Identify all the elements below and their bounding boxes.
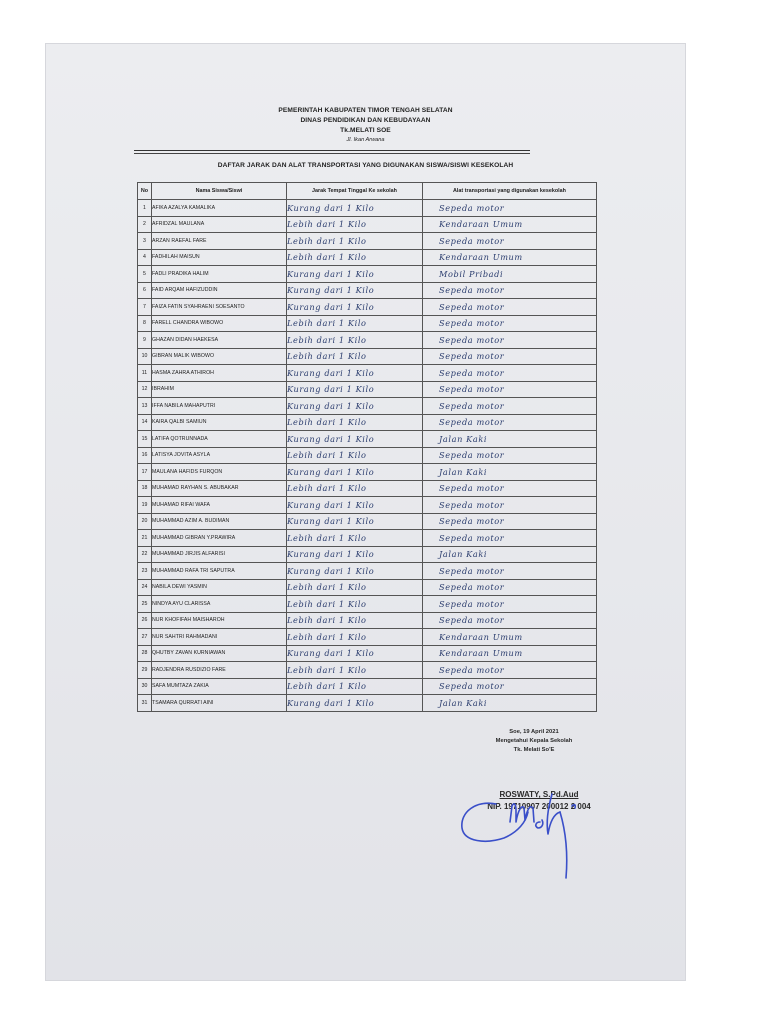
cell-student-name: MUHAMMAD GIBRAN Y.PRAWIRA <box>152 530 287 547</box>
cell-no: 2 <box>138 216 152 233</box>
cell-student-name: LATISYA JOVITA ASYLA <box>152 447 287 464</box>
cell-distance: Lebih dari 1 Kilo <box>287 596 423 613</box>
cell-no: 13 <box>138 398 152 415</box>
cell-distance: Lebih dari 1 Kilo <box>287 414 423 431</box>
cell-no: 12 <box>138 381 152 398</box>
cell-distance: Kurang dari 1 Kilo <box>287 200 423 217</box>
cell-distance: Kurang dari 1 Kilo <box>287 513 423 530</box>
cell-transport: Sepeda motor <box>423 348 597 365</box>
cell-student-name: TSAMARA QURRATI AINI <box>152 695 287 712</box>
cell-no: 19 <box>138 497 152 514</box>
cell-transport: Sepeda motor <box>423 398 597 415</box>
sign-nip: NIP. 19710907 200012 2 004 <box>487 802 591 811</box>
table-row <box>138 546 597 563</box>
cell-transport: Sepeda motor <box>423 414 597 431</box>
cell-student-name: MUHAMMAD RAFA TRI SAPUTRA <box>152 563 287 580</box>
cell-transport: Sepeda motor <box>423 282 597 299</box>
cell-transport: Sepeda motor <box>423 513 597 530</box>
cell-student-name: FAID ARQAM HAFIZUDDIN <box>152 282 287 299</box>
cell-distance: Lebih dari 1 Kilo <box>287 447 423 464</box>
header-distance: Jarak Tempat Tinggal Ke sekolah <box>287 183 423 200</box>
cell-no: 30 <box>138 678 152 695</box>
table-row <box>138 678 597 695</box>
cell-no: 4 <box>138 249 152 266</box>
table-row <box>138 200 597 217</box>
cell-distance: Lebih dari 1 Kilo <box>287 332 423 349</box>
table-row <box>138 579 597 596</box>
student-transport-table <box>137 182 597 712</box>
cell-transport: Sepeda motor <box>423 365 597 382</box>
cell-student-name: QHUTBY ZAVAN KURNIAWAN <box>152 645 287 662</box>
cell-transport: Sepeda motor <box>423 612 597 629</box>
cell-distance: Kurang dari 1 Kilo <box>287 546 423 563</box>
cell-distance: Lebih dari 1 Kilo <box>287 233 423 250</box>
cell-distance: Lebih dari 1 Kilo <box>287 348 423 365</box>
table-row <box>138 332 597 349</box>
cell-transport: Sepeda motor <box>423 530 597 547</box>
cell-student-name: AFIKA AZALYA KAMALIKA <box>152 200 287 217</box>
header-no: No <box>138 183 152 200</box>
cell-transport: Jalan Kaki <box>423 695 597 712</box>
cell-transport: Kendaraan Umum <box>423 216 597 233</box>
cell-distance: Lebih dari 1 Kilo <box>287 530 423 547</box>
table-row <box>138 447 597 464</box>
table-row <box>138 662 597 679</box>
cell-student-name: NINDYA AYU CLARISSA <box>152 596 287 613</box>
cell-student-name: SAFA MUMTAZA ZAKIA <box>152 678 287 695</box>
cell-student-name: MUHAMAD RIFAI WAFA <box>152 497 287 514</box>
letterhead-address: Jl. Ikan Arwana <box>346 137 385 143</box>
cell-no: 23 <box>138 563 152 580</box>
cell-student-name: GHAZAN DIDAN HAEKESA <box>152 332 287 349</box>
cell-no: 28 <box>138 645 152 662</box>
table-row <box>138 365 597 382</box>
letterhead <box>46 106 685 144</box>
cell-transport: Kendaraan Umum <box>423 249 597 266</box>
cell-transport: Kendaraan Umum <box>423 645 597 662</box>
table-row <box>138 299 597 316</box>
letterhead-government: PEMERINTAH KABUPATEN TIMOR TENGAH SELATAN <box>278 107 453 114</box>
header-transport: Alat transportasi yang digunakan kesekolah <box>423 183 597 200</box>
table-row <box>138 398 597 415</box>
document-title: DAFTAR JARAK DAN ALAT TRANSPORTASI YANG DIGUNAKAN SISWA/SISWI KESEKOLAH <box>217 162 514 169</box>
cell-transport: Sepeda motor <box>423 480 597 497</box>
table-row <box>138 381 597 398</box>
cell-transport: Sepeda motor <box>423 315 597 332</box>
sign-role: Mengetahui Kepala Sekolah <box>495 738 573 744</box>
cell-distance: Lebih dari 1 Kilo <box>287 629 423 646</box>
table-row <box>138 249 597 266</box>
document-page <box>46 44 685 980</box>
cell-distance: Kurang dari 1 Kilo <box>287 431 423 448</box>
table-row <box>138 216 597 233</box>
cell-distance: Kurang dari 1 Kilo <box>287 282 423 299</box>
cell-no: 10 <box>138 348 152 365</box>
cell-no: 29 <box>138 662 152 679</box>
cell-no: 27 <box>138 629 152 646</box>
cell-student-name: NUR KHOFIFAH MAISHAROH <box>152 612 287 629</box>
cell-no: 20 <box>138 513 152 530</box>
cell-no: 21 <box>138 530 152 547</box>
cell-student-name: FADLI PRADIKA HALIM <box>152 266 287 283</box>
cell-distance: Kurang dari 1 Kilo <box>287 563 423 580</box>
table-row <box>138 480 597 497</box>
cell-distance: Kurang dari 1 Kilo <box>287 695 423 712</box>
table-row <box>138 513 597 530</box>
cell-no: 17 <box>138 464 152 481</box>
cell-student-name: MAULANA HAFIDS FURQON <box>152 464 287 481</box>
cell-distance: Lebih dari 1 Kilo <box>287 480 423 497</box>
cell-student-name: IBRAHIM <box>152 381 287 398</box>
table-row <box>138 645 597 662</box>
cell-no: 14 <box>138 414 152 431</box>
cell-no: 5 <box>138 266 152 283</box>
table-row <box>138 530 597 547</box>
cell-distance: Kurang dari 1 Kilo <box>287 398 423 415</box>
sign-place-date: Soe, 19 April 2021 <box>509 729 559 735</box>
table-row <box>138 266 597 283</box>
cell-transport: Sepeda motor <box>423 332 597 349</box>
cell-no: 7 <box>138 299 152 316</box>
cell-student-name: NUR SAHTRI RAHMADANI <box>152 629 287 646</box>
cell-distance: Lebih dari 1 Kilo <box>287 678 423 695</box>
letterhead-department: DINAS PENDIDIKAN DAN KEBUDAYAAN <box>300 117 431 124</box>
sign-name: ROSWATY, S.Pd.Aud <box>499 790 579 799</box>
table-header-row <box>138 183 597 200</box>
cell-no: 8 <box>138 315 152 332</box>
table-row <box>138 695 597 712</box>
cell-distance: Lebih dari 1 Kilo <box>287 315 423 332</box>
cell-transport: Sepeda motor <box>423 563 597 580</box>
cell-student-name: NABILA DEWI YASMIN <box>152 579 287 596</box>
cell-distance: Kurang dari 1 Kilo <box>287 299 423 316</box>
cell-distance: Kurang dari 1 Kilo <box>287 645 423 662</box>
table-row <box>138 464 597 481</box>
cell-no: 22 <box>138 546 152 563</box>
cell-transport: Mobil Pribadi <box>423 266 597 283</box>
letterhead-school: Tk.MELATI SOE <box>340 127 391 134</box>
table-row <box>138 629 597 646</box>
cell-student-name: IFFA NABILA MAHAPUTRI <box>152 398 287 415</box>
cell-no: 15 <box>138 431 152 448</box>
cell-distance: Lebih dari 1 Kilo <box>287 662 423 679</box>
cell-transport: Sepeda motor <box>423 662 597 679</box>
table-row <box>138 414 597 431</box>
table-row <box>138 233 597 250</box>
cell-distance: Lebih dari 1 Kilo <box>287 216 423 233</box>
cell-transport: Sepeda motor <box>423 596 597 613</box>
cell-distance: Lebih dari 1 Kilo <box>287 249 423 266</box>
table-row <box>138 431 597 448</box>
cell-transport: Sepeda motor <box>423 447 597 464</box>
cell-transport: Sepeda motor <box>423 299 597 316</box>
table-body <box>138 200 597 712</box>
table-row <box>138 563 597 580</box>
cell-student-name: GIBRAN MALIK WIBOWO <box>152 348 287 365</box>
cell-transport: Jalan Kaki <box>423 464 597 481</box>
letterhead-rule <box>134 150 530 151</box>
cell-student-name: MUHAMMAD AZIM A. BUDIMAN <box>152 513 287 530</box>
sign-school: Tk. Melati So'E <box>513 747 555 753</box>
cell-no: 31 <box>138 695 152 712</box>
cell-student-name: FADHILAH MAISUN <box>152 249 287 266</box>
table-row <box>138 497 597 514</box>
cell-transport: Kendaraan Umum <box>423 629 597 646</box>
cell-transport: Sepeda motor <box>423 233 597 250</box>
cell-student-name: ARZAN RAEFAL FARE <box>152 233 287 250</box>
table-row <box>138 612 597 629</box>
cell-student-name: RADJENDRA RUSDIZIO FARE <box>152 662 287 679</box>
cell-transport: Sepeda motor <box>423 497 597 514</box>
cell-transport: Sepeda motor <box>423 381 597 398</box>
cell-distance: Kurang dari 1 Kilo <box>287 266 423 283</box>
cell-no: 25 <box>138 596 152 613</box>
cell-no: 1 <box>138 200 152 217</box>
table-row <box>138 282 597 299</box>
cell-student-name: FAIZA FATIN SYAHRAENI SOESANTO <box>152 299 287 316</box>
cell-student-name: HASMA ZAHRA ATHIROH <box>152 365 287 382</box>
cell-no: 6 <box>138 282 152 299</box>
cell-distance: Lebih dari 1 Kilo <box>287 612 423 629</box>
cell-distance: Kurang dari 1 Kilo <box>287 365 423 382</box>
table-row <box>138 596 597 613</box>
cell-no: 16 <box>138 447 152 464</box>
cell-student-name: MUHAMAD RAYHAN S. ABUBAKAR <box>152 480 287 497</box>
cell-transport: Jalan Kaki <box>423 546 597 563</box>
cell-transport: Sepeda motor <box>423 579 597 596</box>
letterhead-rule-thin <box>134 153 530 154</box>
table-row <box>138 348 597 365</box>
cell-transport: Sepeda motor <box>423 678 597 695</box>
cell-no: 9 <box>138 332 152 349</box>
cell-distance: Lebih dari 1 Kilo <box>287 579 423 596</box>
cell-transport: Sepeda motor <box>423 200 597 217</box>
cell-distance: Kurang dari 1 Kilo <box>287 381 423 398</box>
cell-no: 3 <box>138 233 152 250</box>
cell-no: 11 <box>138 365 152 382</box>
cell-student-name: AFRIDZAL MAULANA <box>152 216 287 233</box>
cell-no: 26 <box>138 612 152 629</box>
header-name: Nama Siswa/Siswi <box>152 183 287 200</box>
cell-student-name: MUHAMMAD JIRJIS ALFARISI <box>152 546 287 563</box>
cell-distance: Kurang dari 1 Kilo <box>287 464 423 481</box>
cell-student-name: FARELL CHANDRA WIBOWO <box>152 315 287 332</box>
table-row <box>138 315 597 332</box>
cell-transport: Jalan Kaki <box>423 431 597 448</box>
cell-student-name: LATIFA QOTRUNNADA <box>152 431 287 448</box>
handwritten-signature <box>456 782 586 882</box>
cell-no: 18 <box>138 480 152 497</box>
cell-distance: Kurang dari 1 Kilo <box>287 497 423 514</box>
cell-no: 24 <box>138 579 152 596</box>
cell-student-name: KAIRA QALBI SAMIUN <box>152 414 287 431</box>
